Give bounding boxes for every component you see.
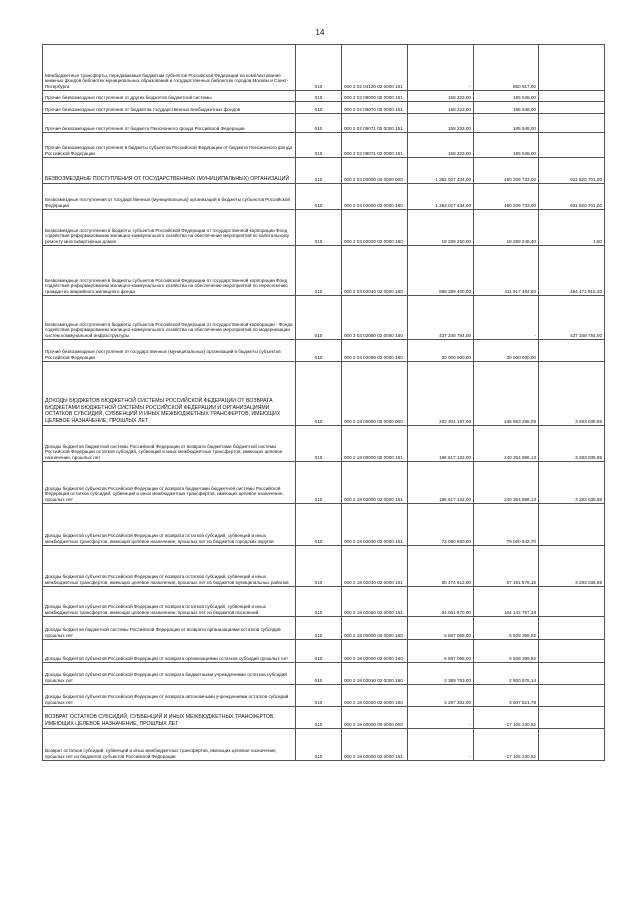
row-line-code: 010: [296, 210, 342, 246]
row-budget-code: 000 2 02 09070 00 0000 151: [342, 102, 408, 114]
table-row: [43, 617, 605, 640]
row-budget-code: 000 2 03 00000 00 0000 000: [342, 158, 408, 184]
row-budget-code: 000 2 03 02020 02 0000 180: [342, 210, 408, 246]
row-approved-amount: -: [408, 729, 474, 761]
row-budget-code: 000 2 18 02010 02 0000 180: [342, 663, 408, 685]
row-description: БЕЗВОЗМЕЗДНЫЕ ПОСТУПЛЕНИЯ ОТ ГОСУДАРСТВЕННЫХ (МУНИЦИПАЛЬНЫХ) ОРГАНИЗАЦИЙ: [43, 158, 296, 184]
row-executed-amount: 57 191 576,15: [474, 546, 539, 587]
table-row: [43, 640, 605, 663]
row-executed-amount: 240 354 886,13: [474, 462, 539, 504]
row-unexecuted-amount: 3 283 035,85: [539, 426, 605, 462]
row-unexecuted-amount: [539, 663, 605, 685]
row-budget-code: 000 2 18 02000 02 0000 180: [342, 640, 408, 663]
row-unexecuted-amount: [539, 729, 605, 761]
table-row: [43, 133, 605, 158]
row-approved-amount: -: [408, 45, 474, 91]
row-unexecuted-amount: 3 283 035,85: [539, 546, 605, 587]
row-line-code: 010: [296, 362, 342, 426]
row-line-code: 010: [296, 640, 342, 663]
table-row: [43, 114, 605, 133]
row-unexecuted-amount: 437 348 784,00: [539, 296, 605, 340]
row-description: Доходы бюджетов субъектов Российской Федерации от возврата организациями остатков субсидий прошлых лет: [43, 640, 296, 663]
row-budget-code: 000 2 18 00000 00 0000 000: [342, 362, 408, 426]
row-budget-code: 000 2 18 02040 02 0000 151: [342, 546, 408, 587]
row-approved-amount: 196 617 132,00: [408, 462, 474, 504]
row-approved-amount: 1 382 027 434,00: [408, 184, 474, 210]
row-unexecuted-amount: [539, 340, 605, 362]
row-budget-code: 000 2 03 02000 02 0000 180: [342, 184, 408, 210]
row-executed-amount: 185 548,00: [474, 114, 539, 133]
row-approved-amount: 5 687 065,00: [408, 640, 474, 663]
row-description: Доходы бюджетов бюджетной системы Российской Федерации от возврата организациями остатков субсидий прошлых лет: [43, 617, 296, 640]
row-unexecuted-amount: [539, 685, 605, 707]
row-approved-amount: 158 223,00: [408, 102, 474, 114]
row-budget-code: 000 2 19 02000 02 0000 151: [342, 729, 408, 761]
table-row: [43, 663, 605, 685]
table-row: [43, 504, 605, 546]
row-line-code: 010: [296, 184, 342, 210]
row-description: ВОЗВРАТ ОСТАТКОВ СУБСИДИЙ, СУБВЕНЦИЙ И ИНЫХ МЕЖБЮДЖЕТНЫХ ТРАНСФЕРТОВ, ИМЕЮЩИХ ЦЕЛЕВОЕ НАЗНАЧЕНИЕ, ПРОШЛЫХ ЛЕТ: [43, 707, 296, 729]
row-description: Доходы бюджетов субъектов Российской Федерации от возврата бюджетами бюджетной системы Российской Федерации остатков субсидий, субвенций и иных межбюджетных трансфертов, имеющих целевое назначение, прошлых лет: [43, 462, 296, 504]
row-approved-amount: 202 304 197,00: [408, 362, 474, 426]
row-approved-amount: -: [408, 707, 474, 729]
row-executed-amount: 185 548,00: [474, 91, 539, 102]
table-row: [43, 102, 605, 114]
row-description: Безвозмездные поступления в бюджеты субъектов Российской Федерации от государственной корпорации - Фонда содействия реформированию жилищно-коммунального хозяйства на обеспечение мероприятий по модернизации систем коммунальной инфраструктуры: [43, 296, 296, 340]
row-description: ДОХОДЫ БЮДЖЕТОВ БЮДЖЕТНОЙ СИСТЕМЫ РОССИЙСКОЙ ФЕДЕРАЦИИ ОТ ВОЗВРАТА БЮДЖЕТАМИ БЮДЖЕТНОЙ СИСТЕМЫ РОССИЙСКОЙ ФЕДЕРАЦИИ И ОРГАНИЗАЦИЯМИ ОСТАТКОВ СУБСИДИЙ, СУБВЕНЦИЙ И ИНЫХ МЕЖБЮДЖЕТНЫХ ТРАНСФЕРТОВ, ИМЕЮЩИХ ЦЕЛЕВОЕ НАЗНАЧЕНИЕ, ПРОШЛЫХ ЛЕТ: [43, 362, 296, 426]
row-executed-amount: 6 508 399,92: [474, 617, 539, 640]
row-line-code: 010: [296, 617, 342, 640]
budget-revenue-table: [42, 44, 605, 761]
row-approved-amount: 18 289 250,00: [408, 210, 474, 246]
row-approved-amount: 3 297 302,00: [408, 685, 474, 707]
row-approved-amount: 437 348 784,00: [408, 296, 474, 340]
row-approved-amount: 158 223,00: [408, 91, 474, 102]
row-budget-code: 000 2 18 02000 02 0000 151: [342, 462, 408, 504]
row-unexecuted-amount: [539, 707, 605, 729]
row-description: Доходы бюджетов субъектов Российской Федерации от возврата остатков субсидий, субвенций и иных межбюджетных трансфертов, имеющих целевое назначение, прошлых лет из бюджетов муниципальных районов: [43, 546, 296, 587]
table-row: [43, 426, 605, 462]
row-executed-amount: 104 142 767,28: [474, 587, 539, 617]
row-approved-amount: 158 223,00: [408, 114, 474, 133]
row-description: Безвозмездные поступления в бюджеты субъектов Российской Федерации от государственной корпорации Фонд содействия реформированию жилищно-коммунального хозяйства на обеспечение мероприятий по капитальному ремонту многоквартирных домов: [43, 210, 296, 246]
row-line-code: 010: [296, 426, 342, 462]
row-description: Прочие безвозмездные поступления от бюджетов государственных внебюджетных фондов: [43, 102, 296, 114]
row-approved-amount: 64 061 870,00: [408, 587, 474, 617]
row-description: Доходы бюджетов бюджетной системы Российской Федерации от возврата бюджетами бюджетной системы Российской Федерации остатков субсидий, субвенций и иных межбюджетных трансфертов, имеющих целевое назначение, прошлых лет: [43, 426, 296, 462]
row-description: Доходы бюджетов субъектов Российской Федерации от возврата автономными учреждениями остатков субсидий прошлых лет: [43, 685, 296, 707]
row-line-code: 010: [296, 685, 342, 707]
row-budget-code: 000 2 18 02030 02 0000 151: [342, 504, 408, 546]
row-line-code: 010: [296, 158, 342, 184]
row-description: Безвозмездные поступления в бюджеты субъектов Российской Федерации от государственной корпорации Фонд содействия реформированию жилищно-коммунального хозяйства на обеспечение мероприятий по переселению граждан из аварийного жилищного фонда: [43, 246, 296, 296]
row-description: Прочие безвозмездные поступления в бюджеты субъектов Российской Федерации от бюджета Пенсионного фонда Российской Федерации: [43, 133, 296, 158]
row-description: Прочие безвозмездные поступления от других бюджетов бюджетной системы: [43, 91, 296, 102]
row-unexecuted-amount: [539, 640, 605, 663]
row-approved-amount: 30 000 000,00: [408, 340, 474, 362]
row-unexecuted-amount: 3 283 035,85: [539, 362, 605, 426]
row-budget-code: 000 2 18 02020 02 0000 180: [342, 685, 408, 707]
row-executed-amount: 850 917,00: [474, 45, 539, 91]
row-executed-amount: 2 900 578,14: [474, 663, 539, 685]
table-row: [43, 296, 605, 340]
page-number: 14: [315, 28, 325, 37]
table-row: [43, 184, 605, 210]
row-line-code: 010: [296, 133, 342, 158]
row-line-code: 010: [296, 587, 342, 617]
table-row: [43, 45, 605, 91]
row-unexecuted-amount: 3 283 035,85: [539, 462, 605, 504]
row-description: Доходы бюджетов субъектов Российской Федерации от возврата остатков субсидий, субвенций и иных межбюджетных трансфертов, имеющих целевое назначение, прошлых лет из бюджетов поселений: [43, 587, 296, 617]
row-unexecuted-amount: 921 820 701,00: [539, 184, 605, 210]
row-unexecuted-amount: [539, 587, 605, 617]
row-approved-amount: 896 389 400,00: [408, 246, 474, 296]
row-line-code: 010: [296, 340, 342, 362]
row-line-code: 010: [296, 663, 342, 685]
row-unexecuted-amount: [539, 91, 605, 102]
row-budget-code: 000 2 02 09000 00 0000 151: [342, 91, 408, 102]
row-approved-amount: 5 687 065,00: [408, 617, 474, 640]
table-row: [43, 340, 605, 362]
row-budget-code: 000 2 18 00000 00 0000 180: [342, 617, 408, 640]
row-unexecuted-amount: [539, 45, 605, 91]
row-executed-amount: 185 548,00: [474, 102, 539, 114]
row-budget-code: 000 2 02 04120 02 0000 151: [342, 45, 408, 91]
row-approved-amount: 1 382 027 434,00: [408, 158, 474, 184]
row-executed-amount: -17 105 230,52: [474, 707, 539, 729]
row-line-code: 010: [296, 546, 342, 587]
row-budget-code: 000 2 18 00000 00 0000 151: [342, 426, 408, 462]
row-unexecuted-amount: [539, 617, 605, 640]
row-line-code: 010: [296, 102, 342, 114]
row-executed-amount: 185 548,00: [474, 133, 539, 158]
row-executed-amount: 18 289 248,40: [474, 210, 539, 246]
table-row: [43, 729, 605, 761]
row-executed-amount: 240 354 886,13: [474, 426, 539, 462]
row-budget-code: 000 2 02 09071 02 0000 151: [342, 133, 408, 158]
row-executed-amount: 6 508 399,92: [474, 640, 539, 663]
row-description: Возврат остатков субсидий, субвенций и иных межбюджетных трансфертов, имеющих целевое назначение, прошлых лет из бюджетов субъектов Российской Федерации: [43, 729, 296, 761]
row-line-code: 010: [296, 729, 342, 761]
row-unexecuted-amount: [539, 504, 605, 546]
row-line-code: 010: [296, 504, 342, 546]
row-budget-code: 000 2 18 02050 02 0000 151: [342, 587, 408, 617]
row-budget-code: 000 2 02 09071 00 0000 151: [342, 114, 408, 133]
row-budget-code: 000 2 03 02080 02 0000 180: [342, 296, 408, 340]
row-executed-amount: 411 917 484,60: [474, 246, 539, 296]
table-row: [43, 246, 605, 296]
row-description: Безвозмездные поступления от государственных (муниципальных) организаций в бюджеты субъектов Российской Федерации: [43, 184, 296, 210]
row-line-code: 010: [296, 462, 342, 504]
table-row: [43, 707, 605, 729]
row-line-code: 010: [296, 296, 342, 340]
row-approved-amount: 196 617 132,00: [408, 426, 474, 462]
row-unexecuted-amount: 1,60: [539, 210, 605, 246]
table-row: [43, 210, 605, 246]
table-row: [43, 587, 605, 617]
row-line-code: 010: [296, 114, 342, 133]
row-approved-amount: 158 223,00: [408, 133, 474, 158]
row-budget-code: 000 2 19 00000 00 0000 000: [342, 707, 408, 729]
row-approved-amount: 72 080 650,00: [408, 504, 474, 546]
row-executed-amount: 30 000 000,00: [474, 340, 539, 362]
row-description: Доходы бюджетов субъектов Российской Федерации от возврата бюджетными учреждениями остатков субсидий прошлых лет: [43, 663, 296, 685]
row-line-code: 010: [296, 246, 342, 296]
row-executed-amount: 460 205 733,00: [474, 158, 539, 184]
row-unexecuted-amount: 921 820 701,00: [539, 158, 605, 184]
row-executed-amount: 3 607 821,78: [474, 685, 539, 707]
row-description: Прочие безвозмездные поступления от бюджета Пенсионного фонда Российской Федерации: [43, 114, 296, 133]
table-row: [43, 685, 605, 707]
table-row: [43, 546, 605, 587]
row-description: Прочие безвозмездные поступления от государственных (муниципальных) организаций в бюджеты субъектов Российской Федерации: [43, 340, 296, 362]
row-description: Межбюджетные трансферты, передаваемые бюджетам субъектов Российской Федерации на комплектование книжных фондов библиотек муниципальных образований и государственных библиотек городов Москвы и Санкт-Петербурга: [43, 45, 296, 91]
table-row: [43, 158, 605, 184]
row-unexecuted-amount: [539, 133, 605, 158]
row-line-code: 010: [296, 45, 342, 91]
row-executed-amount: -: [474, 296, 539, 340]
row-budget-code: 000 2 03 02040 02 0000 180: [342, 246, 408, 296]
row-executed-amount: 246 863 286,05: [474, 362, 539, 426]
row-line-code: 010: [296, 91, 342, 102]
table-row: [43, 91, 605, 102]
table-row: [43, 462, 605, 504]
row-executed-amount: -17 105 230,52: [474, 729, 539, 761]
row-unexecuted-amount: 484 471 915,40: [539, 246, 605, 296]
row-unexecuted-amount: [539, 102, 605, 114]
row-approved-amount: 60 474 612,00: [408, 546, 474, 587]
row-description: Доходы бюджетов субъектов Российской Федерации от возврата остатков субсидий, субвенций и иных межбюджетных трансфертов, имеющих целевое назначение, прошлых лет из бюджетов городских округов: [43, 504, 296, 546]
row-budget-code: 000 2 03 02099 02 0000 180: [342, 340, 408, 362]
row-executed-amount: 79 020 542,70: [474, 504, 539, 546]
row-line-code: 010: [296, 707, 342, 729]
row-approved-amount: 2 389 763,00: [408, 663, 474, 685]
row-executed-amount: 460 205 733,00: [474, 184, 539, 210]
table-row: [43, 362, 605, 426]
row-unexecuted-amount: [539, 114, 605, 133]
